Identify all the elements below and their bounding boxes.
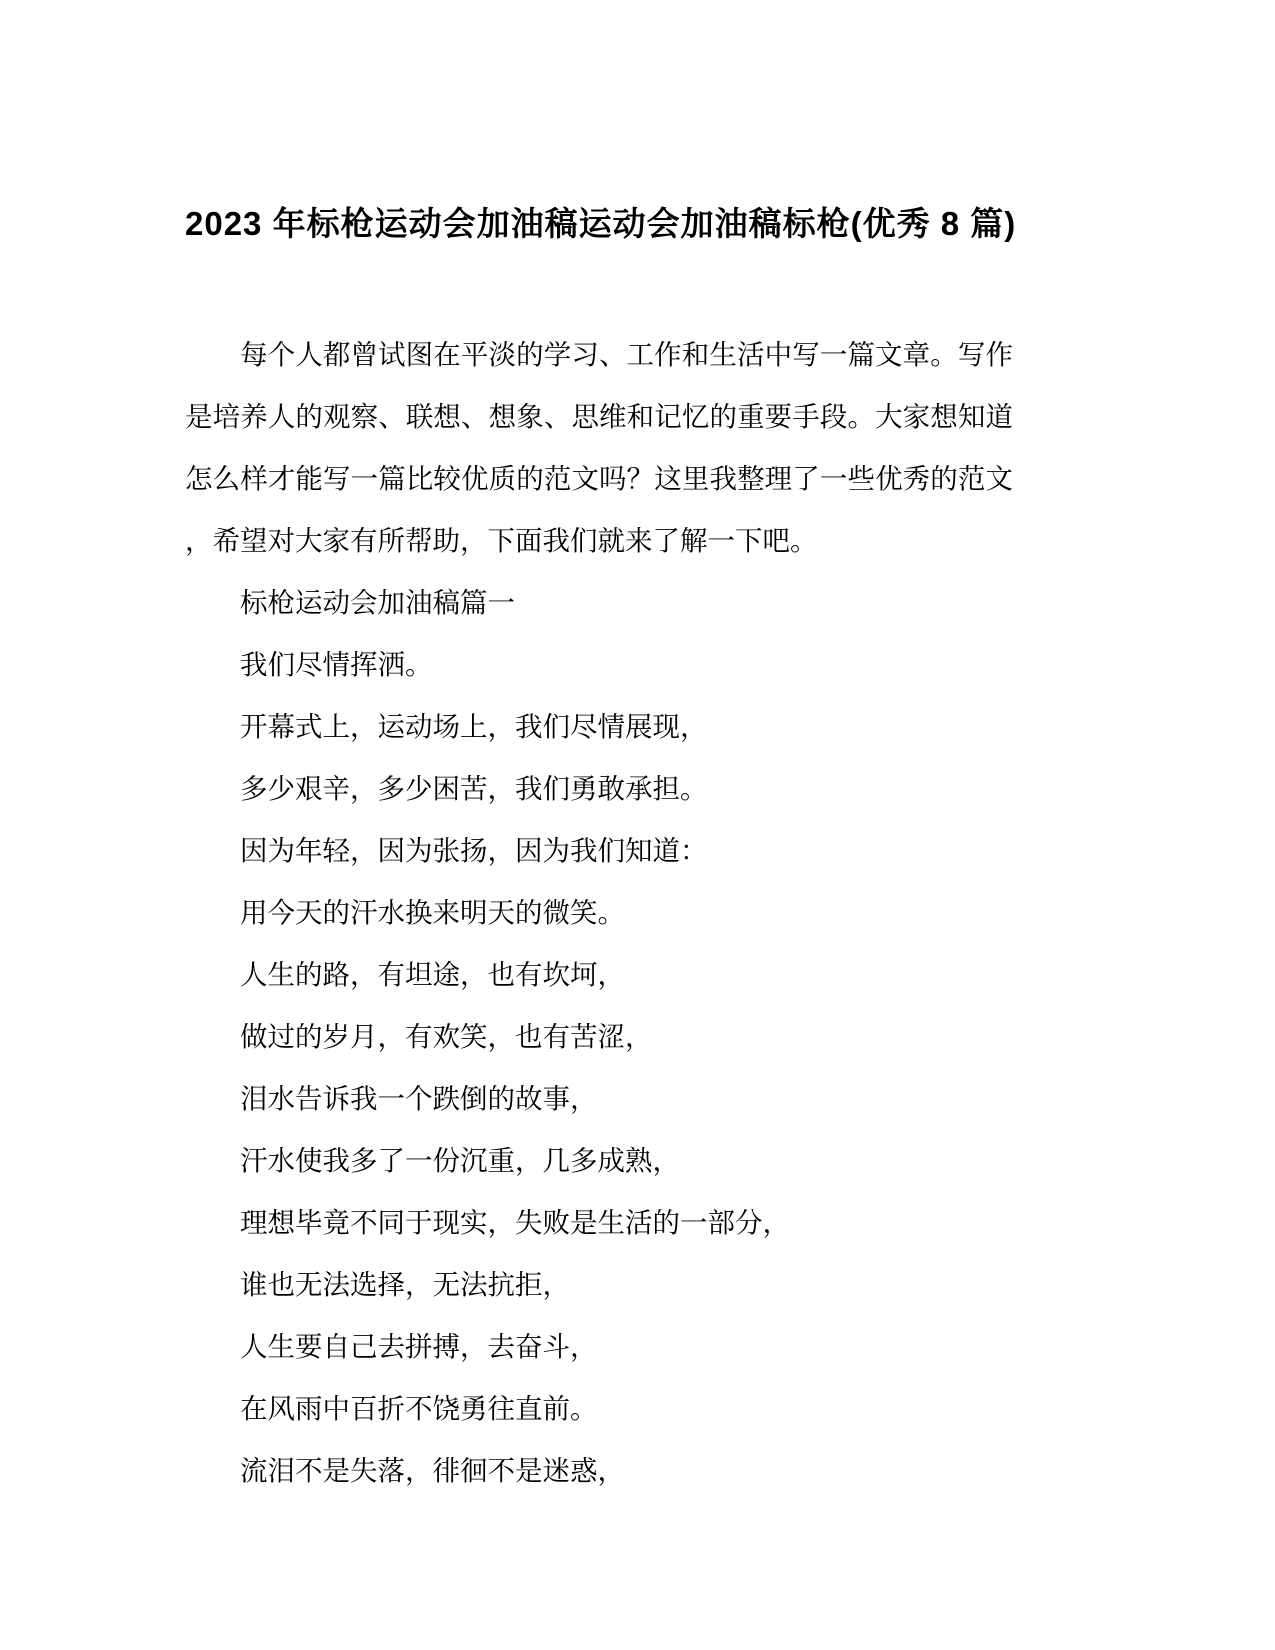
intro-line: ，希望对大家有所帮助，下面我们就来了解一下吧。 bbox=[185, 525, 818, 556]
poem-line: 谁也无法选择，无法抗拒， bbox=[240, 1269, 570, 1300]
intro-line: 怎么样才能写一篇比较优质的范文吗？这里我整理了一些优秀的范文 bbox=[185, 463, 1013, 494]
poem-line: 因为年轻，因为张扬，因为我们知道： bbox=[240, 835, 708, 866]
poem-line: 在风雨中百折不饶勇往直前。 bbox=[240, 1393, 598, 1424]
poem-line: 泪水告诉我一个跌倒的故事， bbox=[240, 1083, 598, 1114]
poem-line: 用今天的汗水换来明天的微笑。 bbox=[240, 897, 625, 928]
poem-line: 开幕式上，运动场上，我们尽情展现， bbox=[240, 711, 708, 742]
intro-line: 每个人都曾试图在平淡的学习、工作和生活中写一篇文章。写作 bbox=[240, 339, 1013, 370]
poem-line: 人生要自己去拼搏，去奋斗， bbox=[240, 1331, 598, 1362]
poem-line: 人生的路，有坦途，也有坎坷， bbox=[240, 959, 625, 990]
poem-line: 我们尽情挥洒。 bbox=[240, 649, 433, 680]
document-title: 2023 年标枪运动会加油稿运动会加油稿标枪(优秀 8 篇) bbox=[185, 205, 1017, 242]
poem-line: 汗水使我多了一份沉重，几多成熟， bbox=[240, 1145, 680, 1176]
document-body bbox=[185, 324, 1013, 1502]
poem-line: 流泪不是失落，徘徊不是迷惑， bbox=[240, 1455, 625, 1486]
poem-line: 做过的岁月，有欢笑，也有苦涩， bbox=[240, 1021, 653, 1052]
poem-line: 多少艰辛，多少困苦，我们勇敢承担。 bbox=[240, 773, 708, 804]
section-heading: 标枪运动会加油稿篇一 bbox=[240, 587, 515, 618]
intro-line: 是培养人的观察、联想、想象、思维和记忆的重要手段。大家想知道 bbox=[185, 401, 1013, 432]
poem-line: 理想毕竟不同于现实，失败是生活的一部分， bbox=[240, 1207, 790, 1238]
